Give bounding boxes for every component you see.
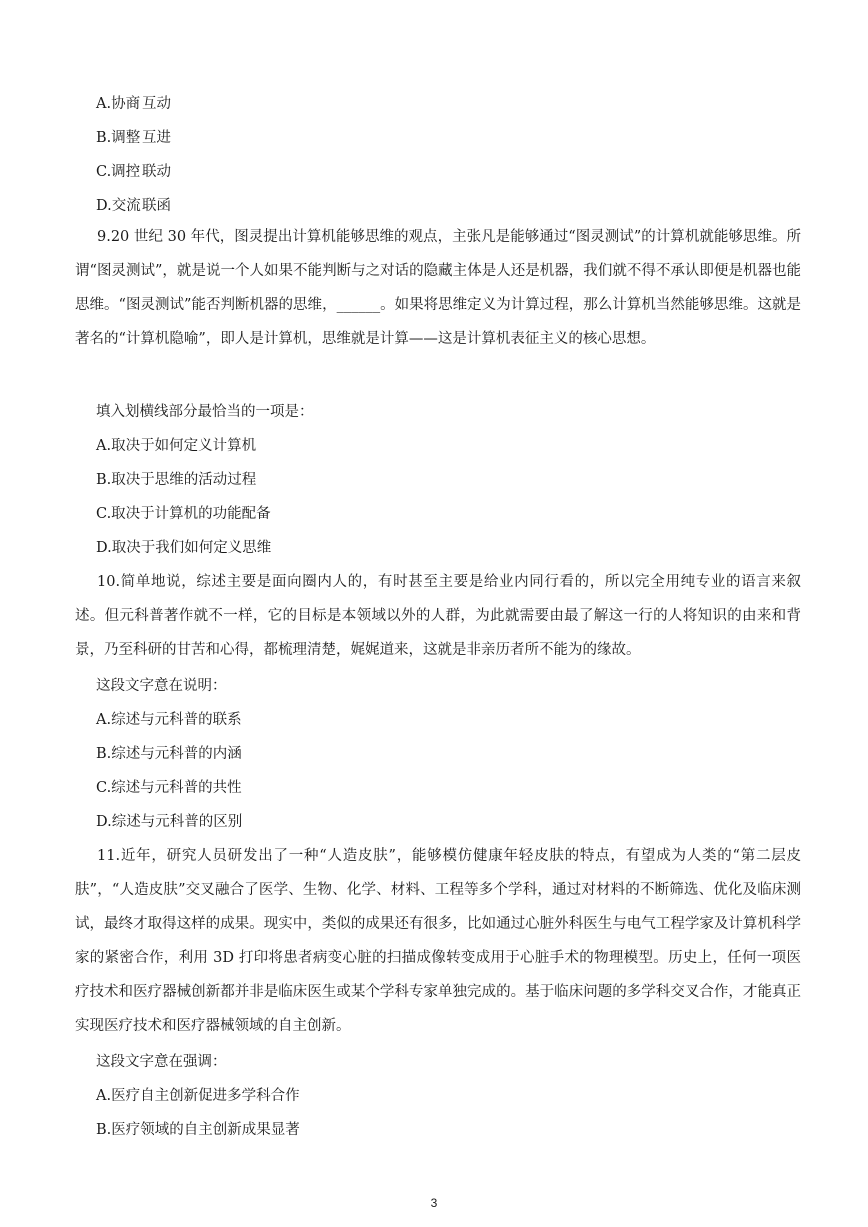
q8-option-c-key: C.调控 — [96, 164, 141, 180]
q9-option-c: C.取决于计算机的功能配备 — [96, 506, 271, 522]
q8-option-b — [96, 128, 171, 148]
q9-passage: 9.20 世纪 30 年代，图灵提出计算机能够思维的观点，主张凡是能够通过“图灵测试”的计算机就能够思维。所谓“图灵测试”，就是说一个人如果不能判断与之对话的隐藏主体是人还是机器，我们就不得不承认即便是机器也能思维。“图灵测试”能否判断机器的思维，______。如果将思维定义为计算过程，那么计算机当然能够思维。这就是著名的“计算机隐喻”，即人是计算机，思维就是计算——这是计算机表征主义的核心思想。 — [75, 229, 801, 347]
q8-option-c — [96, 162, 171, 182]
q8-option-b-key: B.调整 — [96, 130, 141, 146]
q10-option-c: C.综述与元科普的共性 — [96, 780, 242, 796]
q11-passage: 11.近年，研究人员研发出了一种“人造皮肤”，能够模仿健康年轻皮肤的特点，有望成为人类的“第二层皮肤”，“人造皮肤”交叉融合了医学、生物、化学、材料、工程等多个学科，通过对材料的不断筛选、优化及临床测试，最终才取得这样的成果。现实中，类似的成果还有很多，比如通过心脏外科医生与电气工程学家及计算机科学家的紧密合作，利用 3D 打印将患者病变心脏的扫描成像转变成用于心脏手术的物理模型。历史上，任何一项医疗技术和医疗器械创新都并非是临床医生或某个学科专家单独完成的。基于临床问题的多学科交叉合作，才能真正实现医疗技术和医疗器械领域的自主创新。 — [75, 848, 801, 1034]
q10-passage: 10.简单地说，综述主要是面向圈内人的，有时甚至主要是给业内同行看的，所以完全用纯专业的语言来叙述。但元科普著作就不一样，它的目标是本领域以外的人群，为此就需要由最了解这一行的人将知识的由来和背景，乃至科研的甘苦和心得，都梳理清楚，娓娓道来，这就是非亲历者所不能为的缘故。 — [75, 574, 801, 658]
q9-prompt: 填入划横线部分最恰当的一项是： — [96, 404, 314, 420]
q11-option-b: B.医疗领域的自主创新成果显著 — [96, 1122, 300, 1138]
q8-option-a-key: A.协商 — [96, 96, 141, 112]
q8-option-d-key: D.交流 — [96, 198, 141, 214]
q11-option-a: A.医疗自主创新促进多学科合作 — [96, 1088, 300, 1104]
q8-option-d — [96, 196, 171, 216]
q11-prompt: 这段文字意在强调： — [96, 1054, 227, 1070]
q10-prompt: 这段文字意在说明： — [96, 678, 227, 694]
q8-option-b-value: 互进 — [142, 130, 171, 146]
q9-option-d: D.取决于我们如何定义思维 — [96, 540, 272, 556]
q9-option-a: A.取决于如何定义计算机 — [96, 438, 257, 454]
q8-option-a — [96, 94, 171, 114]
q8-option-c-value: 联动 — [142, 164, 171, 180]
q8-option-a-value: 互动 — [142, 96, 171, 112]
page-number: 3 — [430, 1196, 438, 1210]
q10-option-a: A.综述与元科普的联系 — [96, 712, 242, 728]
q8-option-d-value: 联函 — [142, 198, 171, 214]
q10-option-d: D.综述与元科普的区别 — [96, 814, 243, 830]
q9-option-b: B.取决于思维的活动过程 — [96, 472, 257, 488]
q10-option-b: B.综述与元科普的内涵 — [96, 746, 242, 762]
